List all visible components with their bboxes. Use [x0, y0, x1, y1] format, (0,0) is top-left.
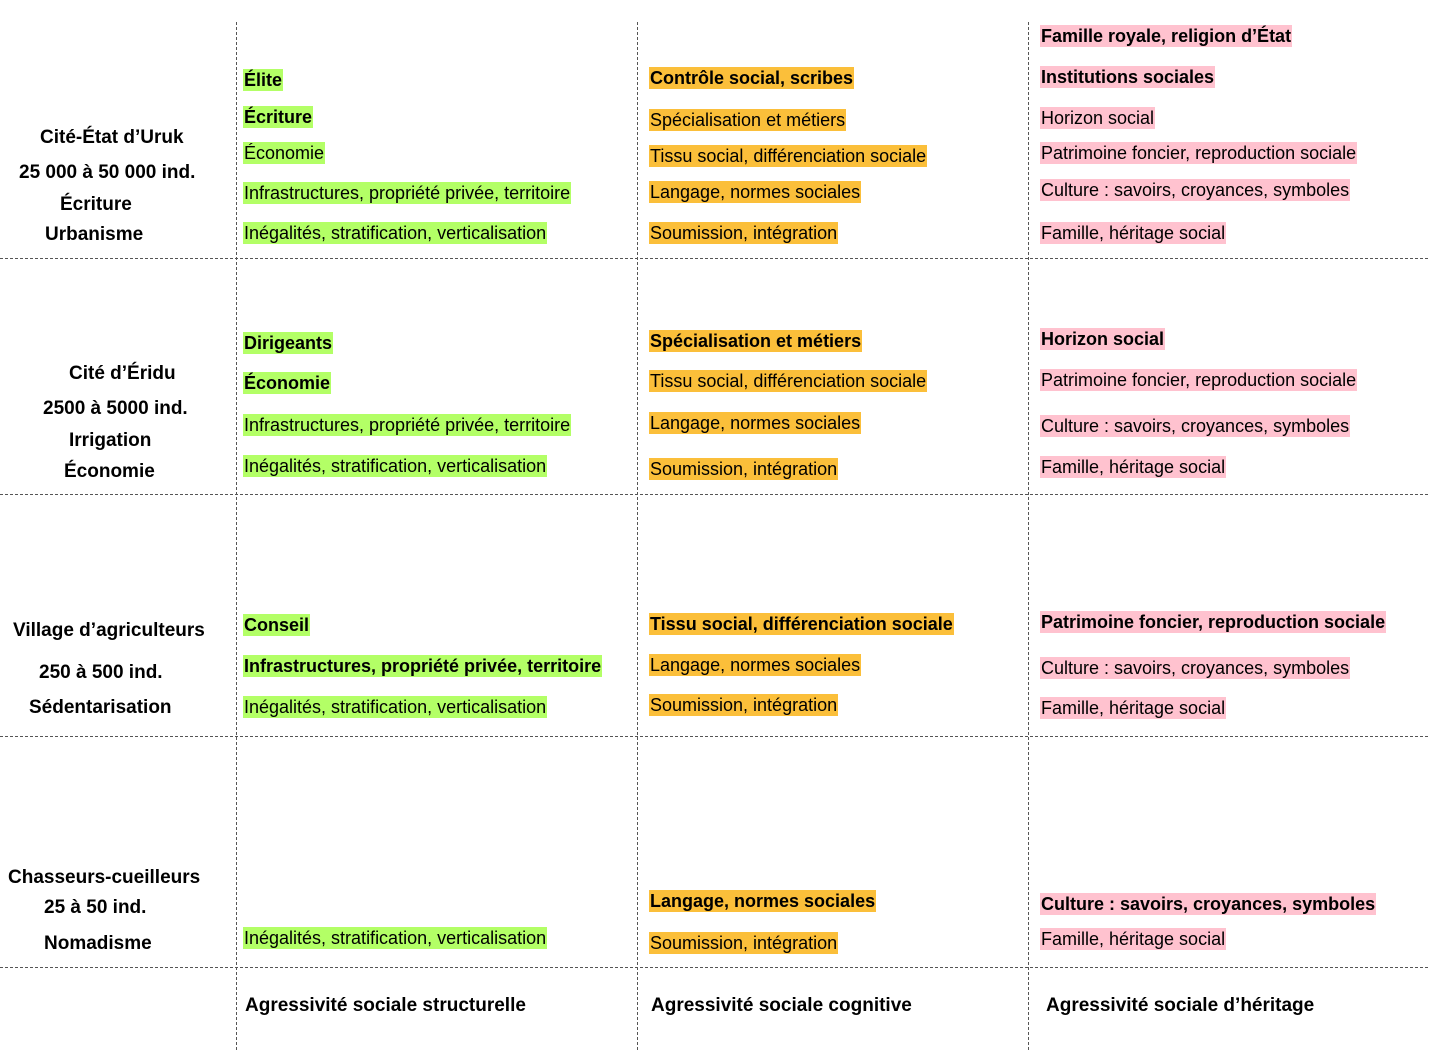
heritage-item: Patrimoine foncier, reproduction sociale — [1041, 612, 1386, 632]
heritage-item: Culture : savoirs, croyances, symboles — [1041, 180, 1350, 200]
heritage-item: Patrimoine foncier, reproduction sociale — [1041, 370, 1357, 390]
heritage-item: Horizon social — [1041, 108, 1155, 128]
cognitive-item: Soumission, intégration — [650, 695, 838, 715]
heritage-item: Patrimoine foncier, reproduction sociale — [1041, 143, 1357, 163]
cognitive-item: Langage, normes sociales — [650, 655, 861, 675]
row-population: 25 000 à 50 000 ind. — [19, 162, 196, 183]
structural-item: Écriture — [244, 107, 313, 127]
heritage-item: Culture : savoirs, croyances, symboles — [1041, 658, 1350, 678]
row-feature: Nomadisme — [44, 933, 152, 954]
column-footer-cognitive: Agressivité sociale cognitive — [651, 995, 912, 1016]
heritage-item: Institutions sociales — [1041, 67, 1215, 87]
heritage-item: Culture : savoirs, croyances, symboles — [1041, 416, 1350, 436]
column-divider — [637, 22, 638, 1050]
cognitive-item: Langage, normes sociales — [650, 891, 876, 911]
structural-item: Dirigeants — [244, 333, 333, 353]
structural-item: Élite — [244, 70, 283, 90]
structural-item: Inégalités, stratification, verticalisation — [244, 456, 547, 476]
cognitive-item: Tissu social, différenciation sociale — [650, 146, 927, 166]
row-title: Village d’agriculteurs — [13, 620, 205, 641]
row-title: Cité-État d’Uruk — [40, 127, 184, 148]
row-feature: Sédentarisation — [29, 697, 172, 718]
cognitive-item: Contrôle social, scribes — [650, 68, 854, 88]
heritage-item: Famille royale, religion d’État — [1041, 26, 1292, 46]
structural-item: Inégalités, stratification, verticalisation — [244, 223, 547, 243]
row-feature: Économie — [64, 461, 155, 482]
structural-item: Économie — [244, 143, 325, 163]
row-feature: Irrigation — [69, 430, 152, 451]
cognitive-item: Spécialisation et métiers — [650, 110, 846, 130]
heritage-item: Famille, héritage social — [1041, 457, 1226, 477]
cognitive-item: Langage, normes sociales — [650, 413, 861, 433]
row-title: Chasseurs-cueilleurs — [8, 867, 201, 888]
column-divider — [1028, 22, 1029, 1050]
column-footer-structural: Agressivité sociale structurelle — [245, 995, 526, 1016]
row-title: Cité d’Éridu — [69, 363, 176, 384]
cognitive-item: Soumission, intégration — [650, 223, 838, 243]
cognitive-item: Tissu social, différenciation sociale — [650, 371, 927, 391]
row-feature: Urbanisme — [45, 224, 144, 245]
structural-item: Infrastructures, propriété privée, territoire — [244, 656, 602, 676]
heritage-item: Famille, héritage social — [1041, 698, 1226, 718]
heritage-item: Horizon social — [1041, 329, 1165, 349]
structural-item: Économie — [244, 373, 331, 393]
structural-item: Infrastructures, propriété privée, territoire — [244, 183, 571, 203]
structural-item: Conseil — [244, 615, 310, 635]
heritage-item: Famille, héritage social — [1041, 929, 1226, 949]
structural-item: Inégalités, stratification, verticalisation — [244, 697, 547, 717]
cognitive-item: Spécialisation et métiers — [650, 331, 862, 351]
cognitive-item: Langage, normes sociales — [650, 182, 861, 202]
row-divider — [0, 736, 1428, 737]
heritage-item: Famille, héritage social — [1041, 223, 1226, 243]
cognitive-item: Soumission, intégration — [650, 933, 838, 953]
column-divider — [236, 22, 237, 1050]
column-footer-heritage: Agressivité sociale d’héritage — [1046, 995, 1315, 1016]
row-feature: Écriture — [60, 194, 132, 215]
structural-item: Infrastructures, propriété privée, territoire — [244, 415, 571, 435]
heritage-item: Culture : savoirs, croyances, symboles — [1041, 894, 1376, 914]
cognitive-item: Soumission, intégration — [650, 459, 838, 479]
row-divider — [0, 258, 1428, 259]
row-population: 25 à 50 ind. — [44, 897, 147, 918]
row-population: 250 à 500 ind. — [39, 662, 163, 683]
row-divider — [0, 967, 1428, 968]
structural-item: Inégalités, stratification, verticalisation — [244, 928, 547, 948]
row-population: 2500 à 5000 ind. — [43, 398, 188, 419]
cognitive-item: Tissu social, différenciation sociale — [650, 614, 953, 634]
row-divider — [0, 494, 1428, 495]
